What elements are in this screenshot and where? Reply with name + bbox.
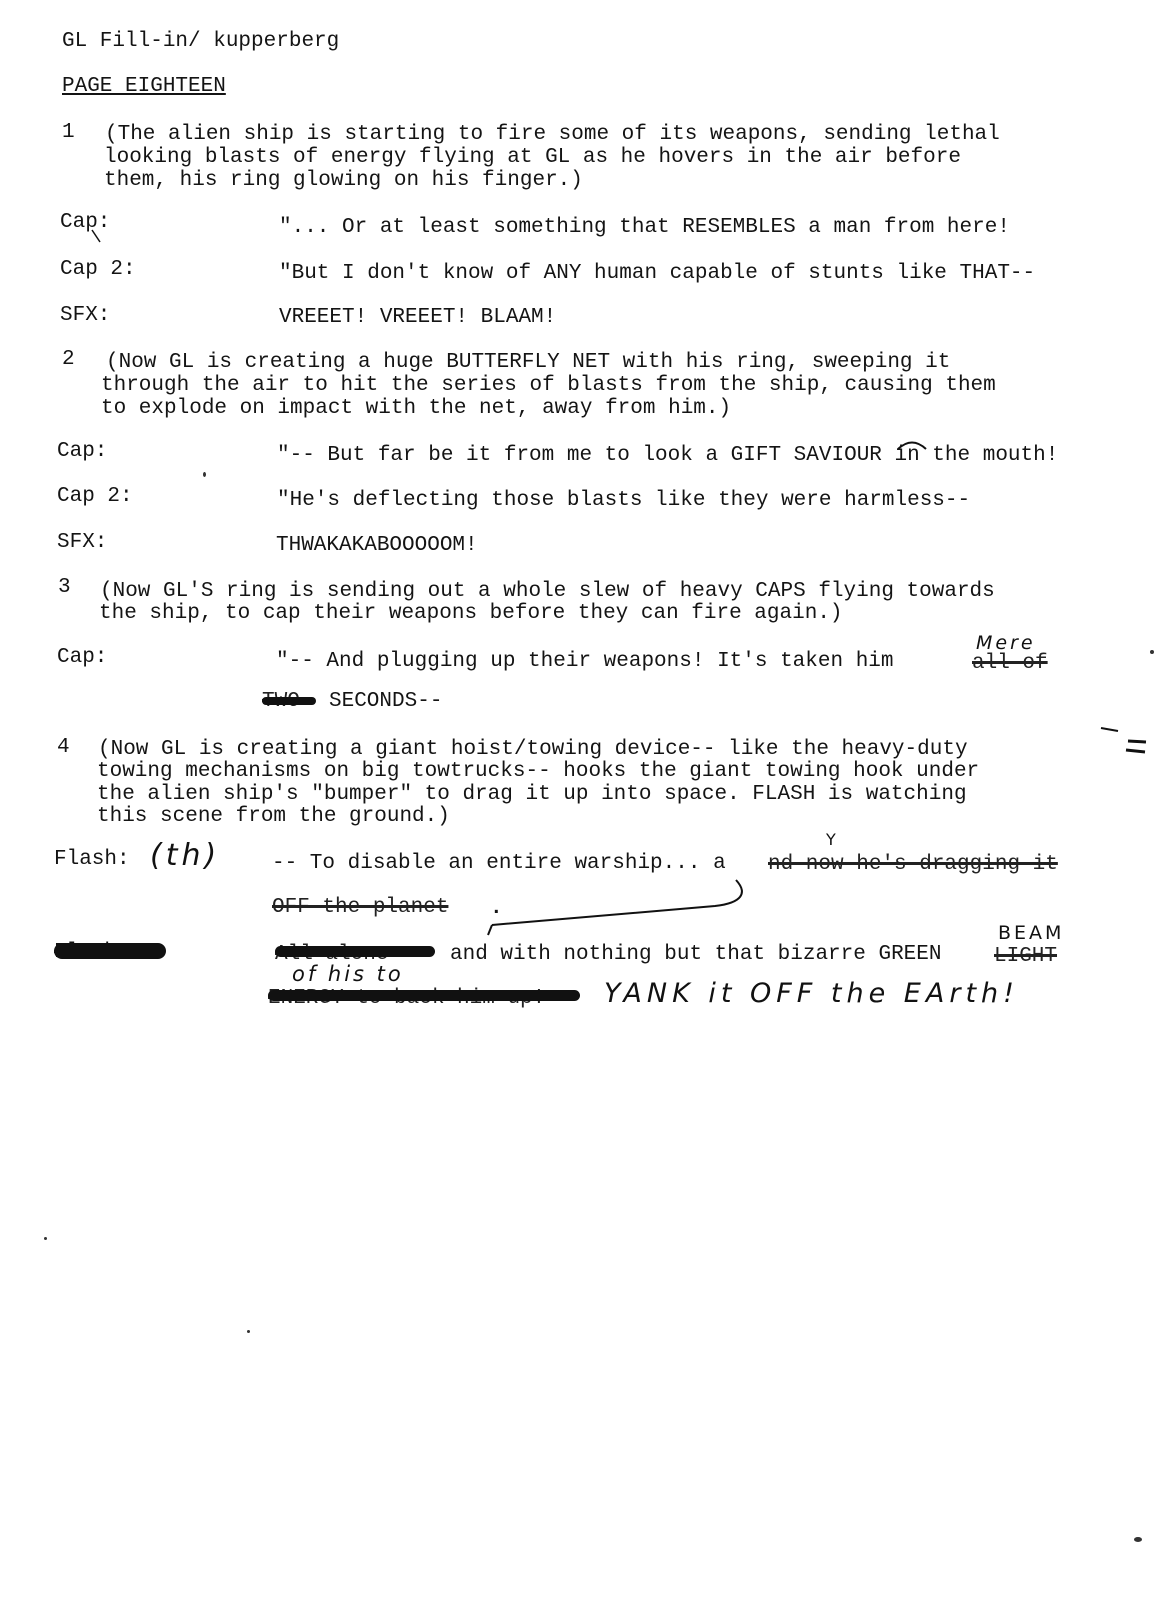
panel-description-line: them, his ring glowing on his finger.) <box>104 169 583 192</box>
handwritten-insert: of his to <box>292 962 404 986</box>
panel-description-line: (Now GL is creating a huge BUTTERFLY NET with his ring, sweeping it <box>106 351 951 374</box>
sfx-text: THWAKAKABOOOOOM! <box>276 534 478 557</box>
paper-speck <box>1150 650 1154 654</box>
dialogue-text: "... Or at least something that RESEMBLES a man from here! <box>279 216 1010 239</box>
speaker-label: Cap 2: <box>60 258 136 281</box>
handwritten-insert: BEAM <box>998 922 1065 944</box>
panel-description-line: (The alien ship is starting to fire some of its weapons, sending lethal <box>105 123 1000 146</box>
handwritten-note: (th) <box>150 838 221 873</box>
panel-number: 4 <box>57 736 70 759</box>
panel-description-line: (Now GL'S ring is sending out a whole slew of heavy CAPS flying towards <box>100 580 995 603</box>
speaker-label: SFX: <box>60 304 111 327</box>
dialogue-text: "But I don't know of ANY human capable of stunts like THAT-- <box>279 262 1036 285</box>
stray-mark <box>1126 741 1146 752</box>
sfx-text: VREEET! VREEET! BLAAM! <box>279 306 557 329</box>
speaker-label: Cap 2: <box>57 485 133 508</box>
struck-text: nd now he's dragging it <box>768 853 1058 876</box>
panel-number: 2 <box>62 348 75 371</box>
speaker-label: SFX: <box>57 531 108 554</box>
caret-mark <box>898 443 926 450</box>
speaker-label: Cap: <box>60 211 111 234</box>
struck-text: LIGHT <box>994 945 1058 968</box>
handwritten-insert: Mere <box>976 632 1036 654</box>
stray-mark <box>92 230 100 242</box>
dialogue-text: . <box>490 897 503 920</box>
paper-speck <box>203 472 206 477</box>
dialogue-text: SECONDS-- <box>329 690 443 713</box>
paper-speck <box>247 1330 250 1333</box>
dialogue-text: and with nothing but that bizarre GREEN <box>450 943 942 966</box>
panel-description-line: through the air to hit the series of blasts from the ship, causing them <box>101 374 996 397</box>
paper-speck <box>44 1237 47 1240</box>
panel-description-line: the alien ship's "bumper" to drag it up into space. FLASH is watching <box>97 783 967 806</box>
dialogue-text: "-- And plugging up their weapons! It's taken him <box>276 650 894 673</box>
panel-description-line: towing mechanisms on big towtrucks-- hooks the giant towing hook under <box>97 760 980 783</box>
dialogue-text: "He's deflecting those blasts like they were harmless-- <box>277 489 971 512</box>
panel-description-line: this scene from the ground.) <box>97 805 450 828</box>
panel-number: 1 <box>62 121 75 144</box>
script-title: GL Fill-in/ kupperberg <box>62 30 340 53</box>
panel-description-line: to explode on impact with the net, away from him.) <box>101 397 732 420</box>
panel-description-line: looking blasts of energy flying at GL as he hovers in the air before <box>104 146 961 169</box>
insert-arrow <box>492 880 742 925</box>
speaker-label: Cap: <box>57 440 108 463</box>
struck-text: all of <box>972 652 1048 675</box>
dialogue-text: "-- But far be it from me to look a GIFT SAVIOUR in the mouth! <box>277 444 1059 467</box>
panel-description-line: the ship, to cap their weapons before they can fire again.) <box>99 602 843 625</box>
dialogue-text: -- To disable an entire warship... a <box>272 852 726 875</box>
handwritten-insert: YANK it OFF the EArth! <box>604 978 1019 1009</box>
speaker-label: Cap: <box>57 646 108 669</box>
panel-description-line: (Now GL is creating a giant hoist/towing device-- like the heavy-duty <box>98 738 968 761</box>
page-label: PAGE EIGHTEEN <box>62 75 226 98</box>
struck-text: OFF the planet <box>272 896 449 919</box>
insert-arrow-tip <box>488 925 492 935</box>
paper-speck <box>1134 1537 1142 1542</box>
handwritten-insert: Y <box>826 830 839 849</box>
panel-number: 3 <box>58 576 71 599</box>
stray-mark <box>1101 728 1118 731</box>
speaker-label: Flash: <box>54 848 130 871</box>
